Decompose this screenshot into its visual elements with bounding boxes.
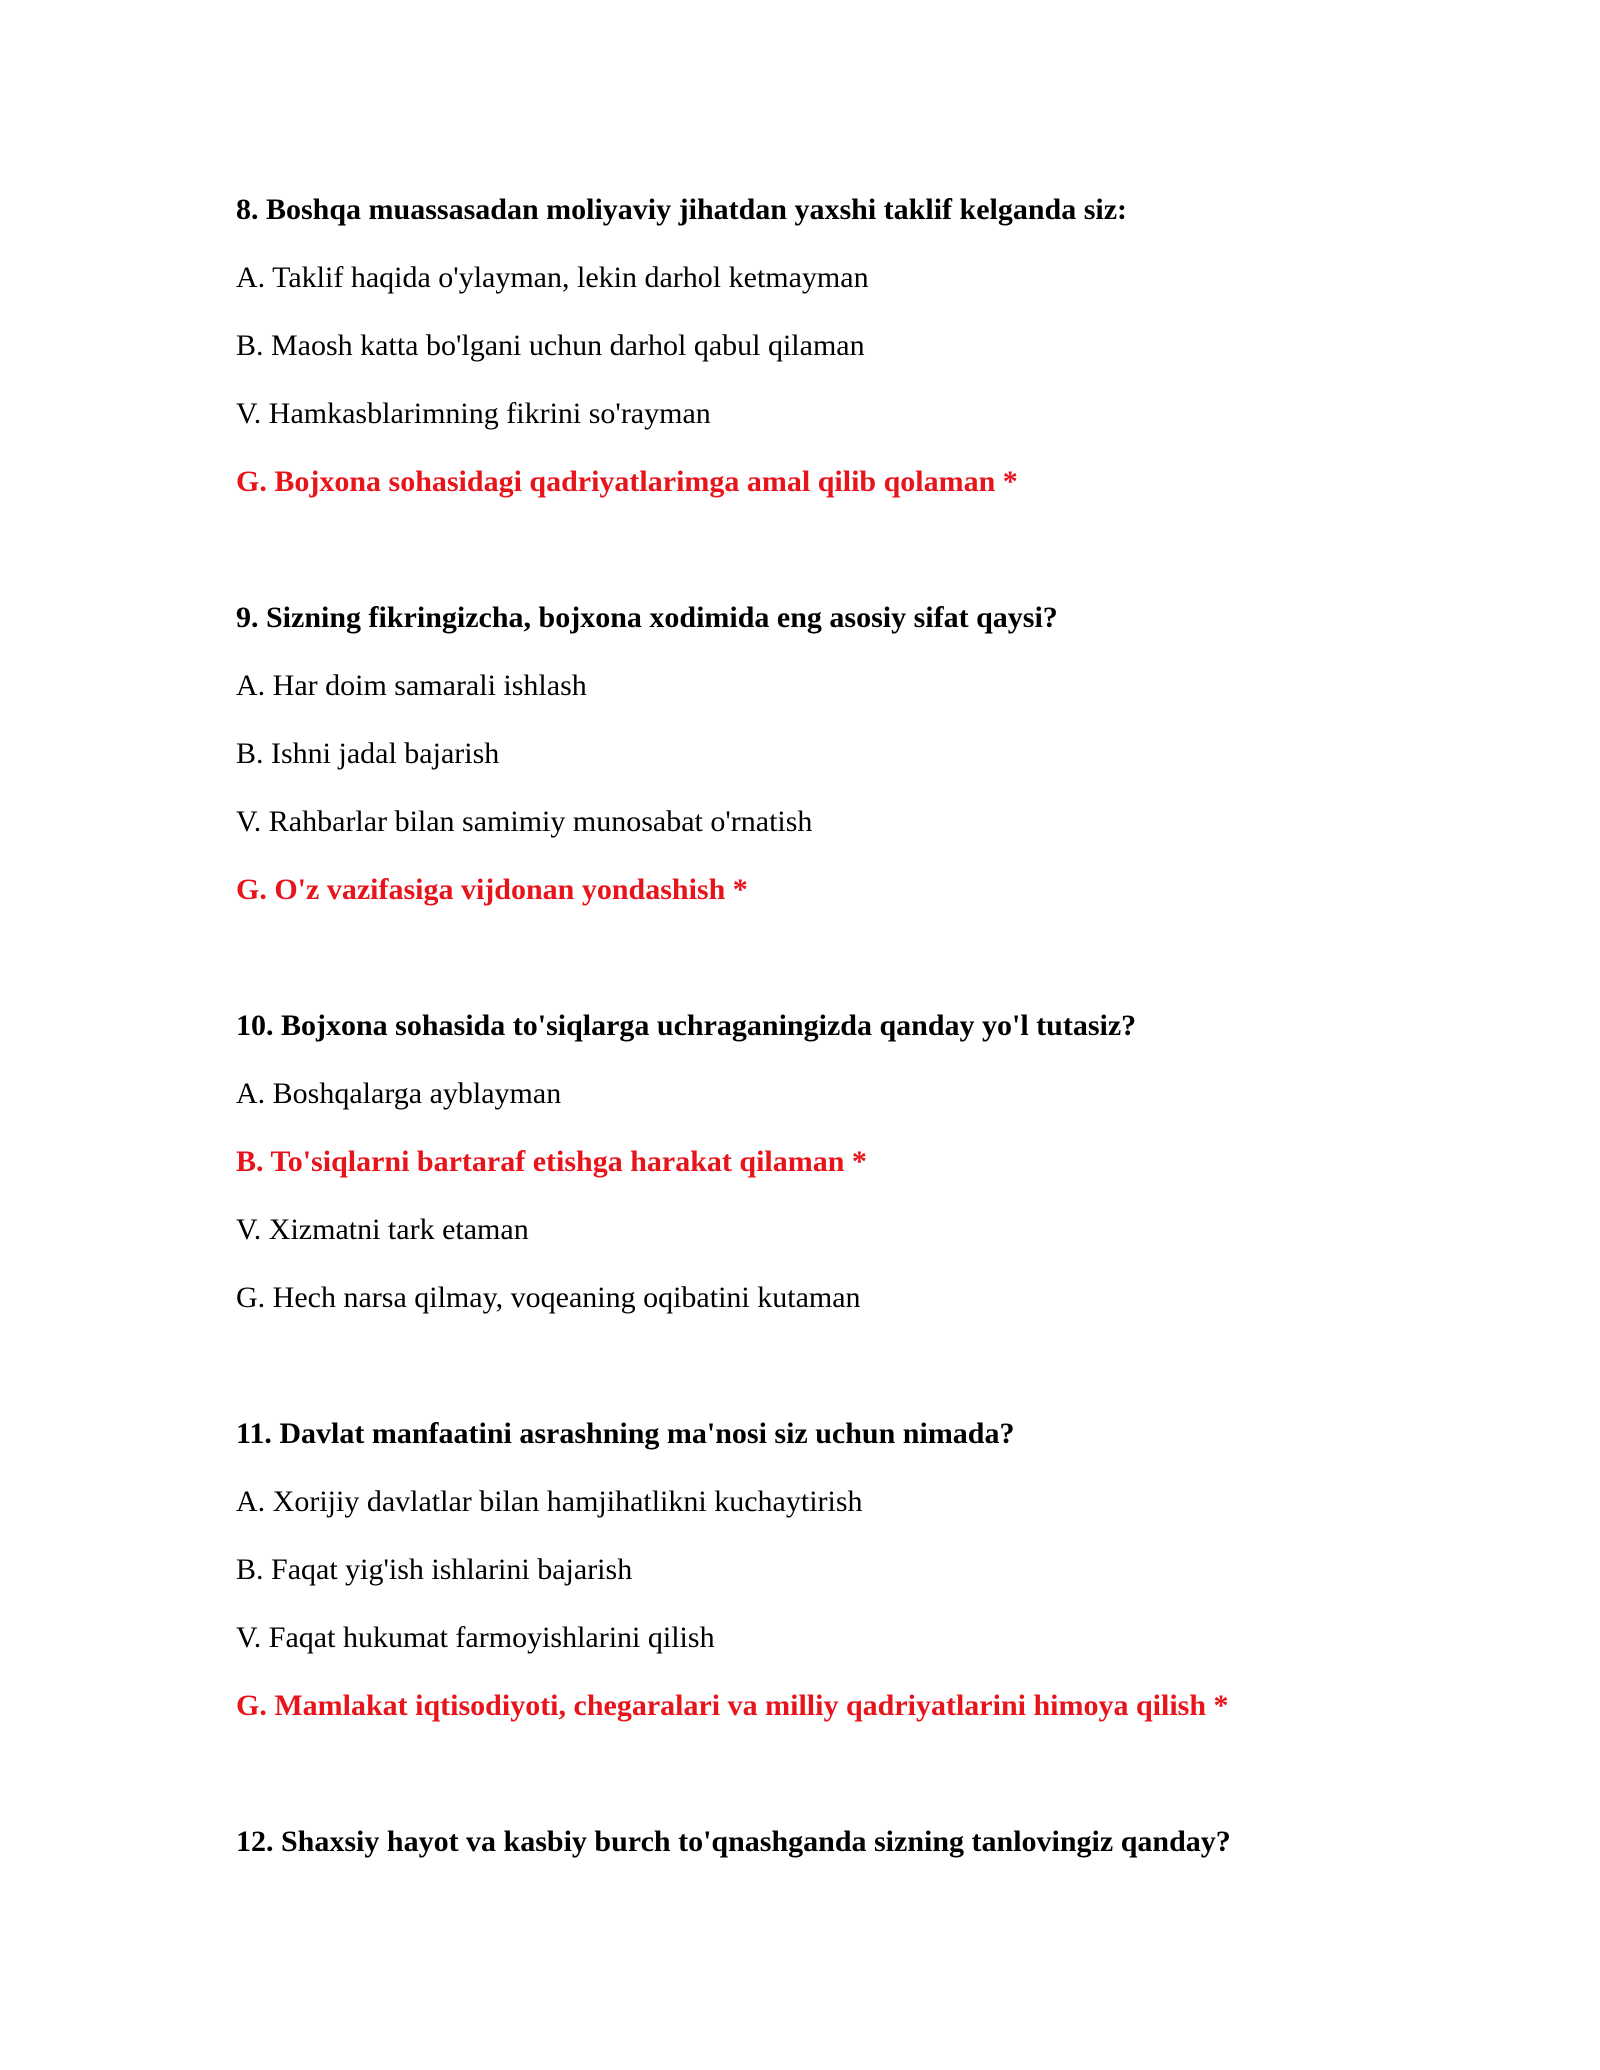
question-8 [236, 176, 1436, 516]
question-title: 8. Boshqa muassasadan moliyaviy jihatdan yaxshi taklif kelganda siz: [236, 193, 1128, 226]
answer-option: B. Faqat yig'ish ishlarini bajarish [236, 1553, 633, 1586]
question-9 [236, 584, 1436, 924]
answer-option: B. Ishni jadal bajarish [236, 737, 500, 770]
question-title: 10. Bojxona sohasida to'siqlarga uchraganingizda qanday yo'l tutasiz? [236, 1009, 1137, 1042]
answer-option: B. To'siqlarni bartaraf etishga harakat qilaman * [236, 1145, 867, 1178]
question-12 [236, 1808, 1436, 1876]
answer-option: V. Hamkasblarimning fikrini so'rayman [236, 397, 711, 430]
answer-option: A. Xorijiy davlatlar bilan hamjihatlikni kuchaytirish [236, 1485, 863, 1518]
answer-option: G. Bojxona sohasidagi qadriyatlarimga amal qilib qolaman * [236, 465, 1018, 498]
answer-option: B. Maosh katta bo'lgani uchun darhol qabul qilaman [236, 329, 865, 362]
answer-option: V. Xizmatni tark etaman [236, 1213, 529, 1246]
question-title: 9. Sizning fikringizcha, bojxona xodimida eng asosiy sifat qaysi? [236, 601, 1058, 634]
question-title: 12. Shaxsiy hayot va kasbiy burch to'qnashganda sizning tanlovingiz qanday? [236, 1825, 1231, 1858]
question-11 [236, 1400, 1436, 1740]
question-10 [236, 992, 1436, 1332]
quiz-content [236, 176, 1436, 1876]
answer-option: A. Boshqalarga ayblayman [236, 1077, 562, 1110]
answer-option: G. Mamlakat iqtisodiyoti, chegaralari va milliy qadriyatlarini himoya qilish * [236, 1689, 1229, 1722]
answer-option: A. Taklif haqida o'ylayman, lekin darhol ketmayman [236, 261, 869, 294]
question-title: 11. Davlat manfaatini asrashning ma'nosi siz uchun nimada? [236, 1417, 1015, 1450]
answer-option: A. Har doim samarali ishlash [236, 669, 587, 702]
answer-option: V. Rahbarlar bilan samimiy munosabat o'rnatish [236, 805, 813, 838]
answer-option: G. Hech narsa qilmay, voqeaning oqibatini kutaman [236, 1281, 861, 1314]
answer-option: V. Faqat hukumat farmoyishlarini qilish [236, 1621, 715, 1654]
answer-option: G. O'z vazifasiga vijdonan yondashish * [236, 873, 748, 906]
